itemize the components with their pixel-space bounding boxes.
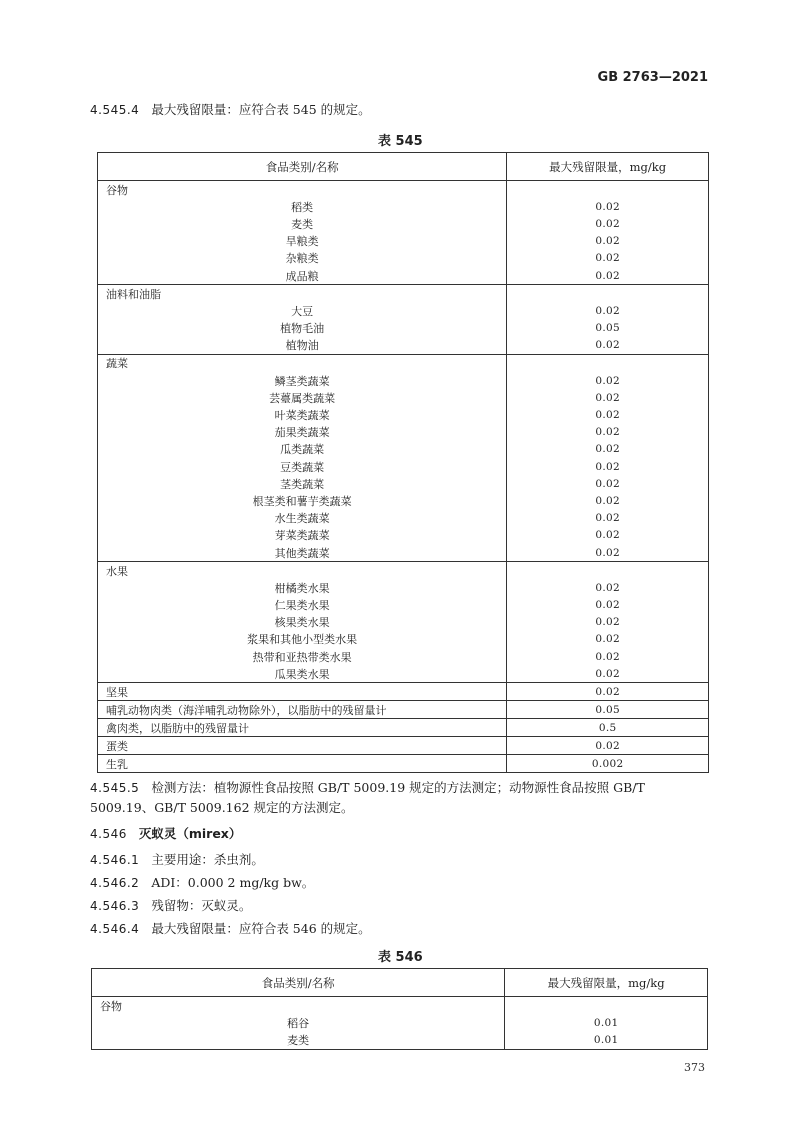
food-cell: 麦类 xyxy=(92,1031,505,1049)
limit-cell: 0.05 xyxy=(507,320,709,337)
column-header-food: 食品类别/名称 xyxy=(92,969,505,997)
table-row xyxy=(98,562,709,580)
table-row xyxy=(98,737,709,755)
limit-cell: 0.02 xyxy=(507,527,709,544)
table-row xyxy=(98,631,709,648)
food-cell: 瓜果类水果 xyxy=(98,665,507,683)
limit-cell: 0.02 xyxy=(507,544,709,562)
section-text: 检测方法：植物源性食品按照 GB/T 5009.19 规定的方法测定；动物源性食品按照 GB/T xyxy=(151,780,645,795)
section-number: 4.546.2 xyxy=(90,876,140,890)
food-cell: 杂粮类 xyxy=(98,250,507,267)
limit-cell: 0.02 xyxy=(507,458,709,475)
table-row xyxy=(98,267,709,285)
section-text: 最大残留限量：应符合表 546 的规定。 xyxy=(151,921,371,936)
table-row xyxy=(98,719,709,737)
table-row xyxy=(98,441,709,458)
section-4546 xyxy=(90,824,241,844)
food-cell: 热带和亚热带类水果 xyxy=(98,648,507,665)
food-cell: 茄果类蔬菜 xyxy=(98,424,507,441)
food-cell: 坚果 xyxy=(98,683,507,701)
limit-cell: 0.02 xyxy=(507,267,709,285)
food-cell: 茎类蔬菜 xyxy=(98,475,507,492)
section-text: 主要用途：杀虫剂。 xyxy=(151,852,264,867)
table-row xyxy=(98,389,709,406)
section-number: 4.546.3 xyxy=(90,899,140,913)
limit-cell: 0.02 xyxy=(507,648,709,665)
limit-cell: 0.02 xyxy=(507,614,709,631)
table-row xyxy=(98,614,709,631)
column-header-food: 食品类别/名称 xyxy=(98,153,507,181)
table-546-title: 表 546 xyxy=(378,950,423,965)
limit-cell: 0.02 xyxy=(507,597,709,614)
category-cell: 水果 xyxy=(98,562,507,580)
section-number: 4.545.5 xyxy=(90,781,140,795)
limit-cell: 0.05 xyxy=(507,701,709,719)
table-row xyxy=(98,579,709,596)
section-line-2: 5009.19、GB/T 5009.162 规定的方法测定。 xyxy=(90,800,354,815)
section-title: 灭蚁灵（mirex） xyxy=(138,826,242,841)
limit-cell: 0.02 xyxy=(507,475,709,492)
table-row xyxy=(98,406,709,423)
page-number: 373 xyxy=(684,1061,705,1074)
table-row xyxy=(92,1031,708,1049)
food-cell: 植物毛油 xyxy=(98,320,507,337)
table-row xyxy=(98,302,709,319)
food-cell: 水生类蔬菜 xyxy=(98,510,507,527)
food-cell: 生乳 xyxy=(98,755,507,773)
table-row xyxy=(98,458,709,475)
section-number: 4.546 xyxy=(90,827,127,841)
limit-cell: 0.01 xyxy=(505,1014,708,1031)
limit-cell: 0.02 xyxy=(507,579,709,596)
limit-cell: 0.02 xyxy=(507,250,709,267)
table-row xyxy=(98,597,709,614)
section-4546-1 xyxy=(90,850,264,870)
table-row xyxy=(92,997,708,1015)
table-row xyxy=(98,683,709,701)
limit-cell: 0.02 xyxy=(507,665,709,683)
section-number: 4.545.4 xyxy=(90,103,140,117)
food-cell: 芽菜类蔬菜 xyxy=(98,527,507,544)
food-cell: 稻谷 xyxy=(92,1014,505,1031)
food-cell: 瓜类蔬菜 xyxy=(98,441,507,458)
table-row xyxy=(98,372,709,389)
table-row xyxy=(98,510,709,527)
table-row xyxy=(98,233,709,250)
limit-cell: 0.02 xyxy=(507,233,709,250)
table-row xyxy=(98,215,709,232)
section-4545-4 xyxy=(90,100,371,120)
column-header-limit: 最大残留限量，mg/kg xyxy=(505,969,708,997)
food-cell: 仁果类水果 xyxy=(98,597,507,614)
food-cell: 芸薹属类蔬菜 xyxy=(98,389,507,406)
table-row xyxy=(98,320,709,337)
column-header-limit: 最大残留限量，mg/kg xyxy=(507,153,709,181)
food-cell: 稻类 xyxy=(98,198,507,215)
food-cell: 禽肉类，以脂肪中的残留量计 xyxy=(98,719,507,737)
limit-cell: 0.5 xyxy=(507,719,709,737)
section-number: 4.546.4 xyxy=(90,922,140,936)
food-cell: 浆果和其他小型类水果 xyxy=(98,631,507,648)
table-row xyxy=(98,492,709,509)
category-cell: 油料和油脂 xyxy=(98,285,507,303)
category-cell: 蔬菜 xyxy=(98,354,507,372)
table-row xyxy=(98,424,709,441)
limit-cell: 0.02 xyxy=(507,406,709,423)
table-545 xyxy=(97,152,709,773)
table-row xyxy=(98,285,709,303)
food-cell: 旱粮类 xyxy=(98,233,507,250)
section-4546-3 xyxy=(90,896,251,916)
table-row xyxy=(98,665,709,683)
table-row xyxy=(98,527,709,544)
limit-cell: 0.02 xyxy=(507,441,709,458)
limit-cell: 0.02 xyxy=(507,337,709,355)
section-4546-2 xyxy=(90,873,314,893)
table-row xyxy=(98,337,709,355)
food-cell: 蛋类 xyxy=(98,737,507,755)
standard-code: GB 2763—2021 xyxy=(597,70,708,85)
section-4545-5 xyxy=(90,778,710,818)
table-row xyxy=(98,181,709,199)
food-cell: 叶菜类蔬菜 xyxy=(98,406,507,423)
limit-cell: 0.02 xyxy=(507,683,709,701)
limit-cell: 0.02 xyxy=(507,389,709,406)
limit-cell: 0.02 xyxy=(507,510,709,527)
section-number: 4.546.1 xyxy=(90,853,140,867)
table-545-title: 表 545 xyxy=(378,134,423,149)
food-cell: 麦类 xyxy=(98,215,507,232)
table-row xyxy=(98,475,709,492)
section-text: ADI：0.000 2 mg/kg bw。 xyxy=(151,875,315,890)
limit-cell: 0.02 xyxy=(507,302,709,319)
limit-cell: 0.02 xyxy=(507,372,709,389)
food-cell: 根茎类和薯芋类蔬菜 xyxy=(98,492,507,509)
food-cell: 大豆 xyxy=(98,302,507,319)
section-4546-4 xyxy=(90,919,371,939)
limit-cell: 0.02 xyxy=(507,198,709,215)
table-row xyxy=(98,198,709,215)
limit-cell: 0.002 xyxy=(507,755,709,773)
food-cell: 哺乳动物肉类（海洋哺乳动物除外），以脂肪中的残留量计 xyxy=(98,701,507,719)
table-row xyxy=(98,544,709,562)
section-text: 最大残留限量：应符合表 545 的规定。 xyxy=(151,102,371,117)
table-546 xyxy=(91,968,708,1050)
limit-cell: 0.01 xyxy=(505,1031,708,1049)
food-cell: 其他类蔬菜 xyxy=(98,544,507,562)
limit-cell: 0.02 xyxy=(507,215,709,232)
food-cell: 植物油 xyxy=(98,337,507,355)
category-cell: 谷物 xyxy=(98,181,507,199)
limit-cell: 0.02 xyxy=(507,631,709,648)
table-row xyxy=(98,250,709,267)
food-cell: 成品粮 xyxy=(98,267,507,285)
category-cell: 谷物 xyxy=(92,997,505,1015)
table-row xyxy=(98,755,709,773)
limit-cell: 0.02 xyxy=(507,424,709,441)
table-row xyxy=(92,1014,708,1031)
section-line-1 xyxy=(90,778,710,798)
table-row xyxy=(98,648,709,665)
food-cell: 柑橘类水果 xyxy=(98,579,507,596)
section-text: 残留物：灭蚁灵。 xyxy=(151,898,252,913)
limit-cell: 0.02 xyxy=(507,737,709,755)
food-cell: 核果类水果 xyxy=(98,614,507,631)
food-cell: 豆类蔬菜 xyxy=(98,458,507,475)
table-row xyxy=(98,354,709,372)
table-row xyxy=(98,701,709,719)
food-cell: 鳞茎类蔬菜 xyxy=(98,372,507,389)
limit-cell: 0.02 xyxy=(507,492,709,509)
